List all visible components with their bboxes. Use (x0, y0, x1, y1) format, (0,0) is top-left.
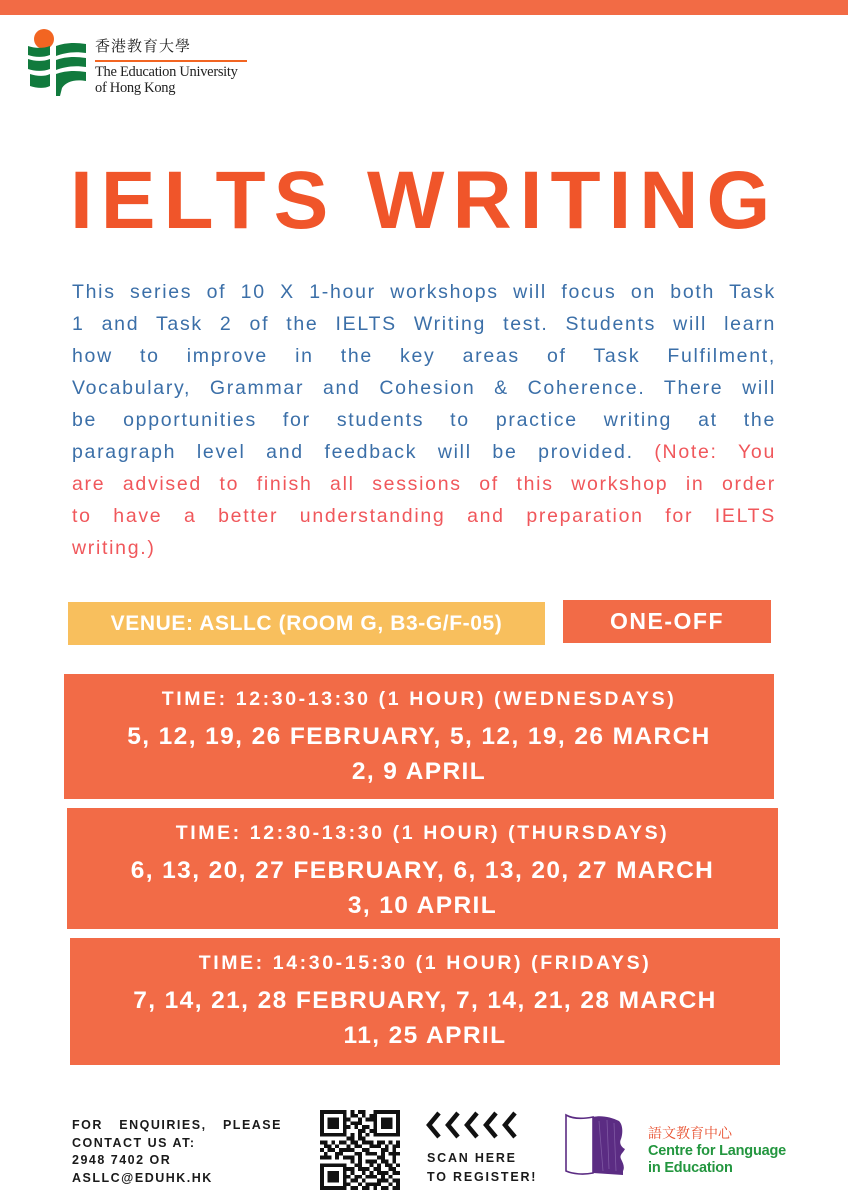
register-line2: TO REGISTER! (427, 1170, 538, 1184)
enquiry-contact (72, 1117, 282, 1187)
schedule-dates-line2: 3, 10 APRIL (347, 892, 498, 919)
note-line: writing.) (72, 537, 156, 559)
venue-badge: VENUE: ASLLC (ROOM G, B3-G/F-05) (68, 602, 545, 645)
schedule-thursdays (67, 808, 778, 929)
schedule-dates-line2: 2, 9 APRIL (351, 758, 487, 785)
cle-english-name-line2: in Education (648, 1160, 733, 1176)
book-profile-icon (563, 1111, 631, 1177)
description-text: paragraph level and feedback will be provided. (72, 441, 634, 463)
description-line: be opportunities for students to practice writing at the (72, 409, 776, 431)
description-line: Vocabulary, Grammar and Cohesion & Coherence. There will (72, 377, 776, 399)
eduhk-english-name-line1: The Education University (95, 64, 238, 80)
qr-code-icon[interactable] (320, 1110, 400, 1190)
eduhk-english-name-line2: of Hong Kong (95, 80, 176, 96)
enquiry-line1: FOR ENQUIRIES, PLEASE (72, 1118, 282, 1132)
enquiry-phone[interactable]: 2948 7402 OR (72, 1153, 172, 1167)
schedule-time: TIME: 12:30-13:30 (1 HOUR) (WEDNESDAYS) (161, 688, 677, 710)
description-line: 1 and Task 2 of the IELTS Writing test. Students will learn (72, 313, 776, 335)
description-line-mixed (72, 436, 776, 468)
eduhk-divider (95, 60, 247, 62)
top-accent-bar (0, 0, 848, 15)
note-line: are advised to finish all sessions of this workshop in order (72, 473, 776, 495)
eduhk-emblem-icon (26, 26, 90, 98)
chevrons-left-icon (426, 1110, 522, 1140)
session-type-badge: ONE-OFF (563, 600, 771, 643)
schedule-dates (67, 853, 778, 923)
schedule-dates (64, 719, 774, 789)
register-line1: SCAN HERE (427, 1151, 517, 1165)
schedule-dates-line1: 5, 12, 19, 26 FEBRUARY, 5, 12, 19, 26 MARCH (127, 723, 711, 750)
schedule-dates-line2: 11, 25 APRIL (343, 1022, 507, 1049)
enquiry-email-link[interactable]: ASLLC@EDUHK.HK (72, 1170, 213, 1185)
enquiry-line2: CONTACT US AT: (72, 1135, 196, 1150)
schedule-time: TIME: 12:30-13:30 (1 HOUR) (THURSDAYS) (175, 822, 670, 844)
schedule-dates-line1: 7, 14, 21, 28 FEBRUARY, 7, 14, 21, 28 MARCH (133, 987, 717, 1014)
cle-english-name-line1: Centre for Language (648, 1143, 786, 1159)
register-instruction (427, 1149, 537, 1187)
schedule-wednesdays (64, 674, 774, 799)
cle-chinese-name: 語文教育中心 (648, 1126, 732, 1142)
description-line: This series of 10 X 1-hour workshops will focus on both Task (72, 281, 776, 303)
schedule-fridays (70, 938, 780, 1065)
note-line: to have a better understanding and preparation for IELTS (72, 505, 776, 527)
description-line: how to improve in the key areas of Task Fulfilment, (72, 345, 776, 367)
schedule-dates (70, 983, 780, 1053)
schedule-dates-line1: 6, 13, 20, 27 FEBRUARY, 6, 13, 20, 27 MARCH (130, 857, 715, 884)
page-title: IELTS WRITING (70, 155, 779, 246)
workshop-description (72, 276, 776, 564)
eduhk-chinese-name: 香港教育大學 (95, 37, 192, 55)
schedule-time: TIME: 14:30-15:30 (1 HOUR) (FRIDAYS) (198, 952, 652, 974)
note-text: (Note: You (654, 441, 776, 463)
